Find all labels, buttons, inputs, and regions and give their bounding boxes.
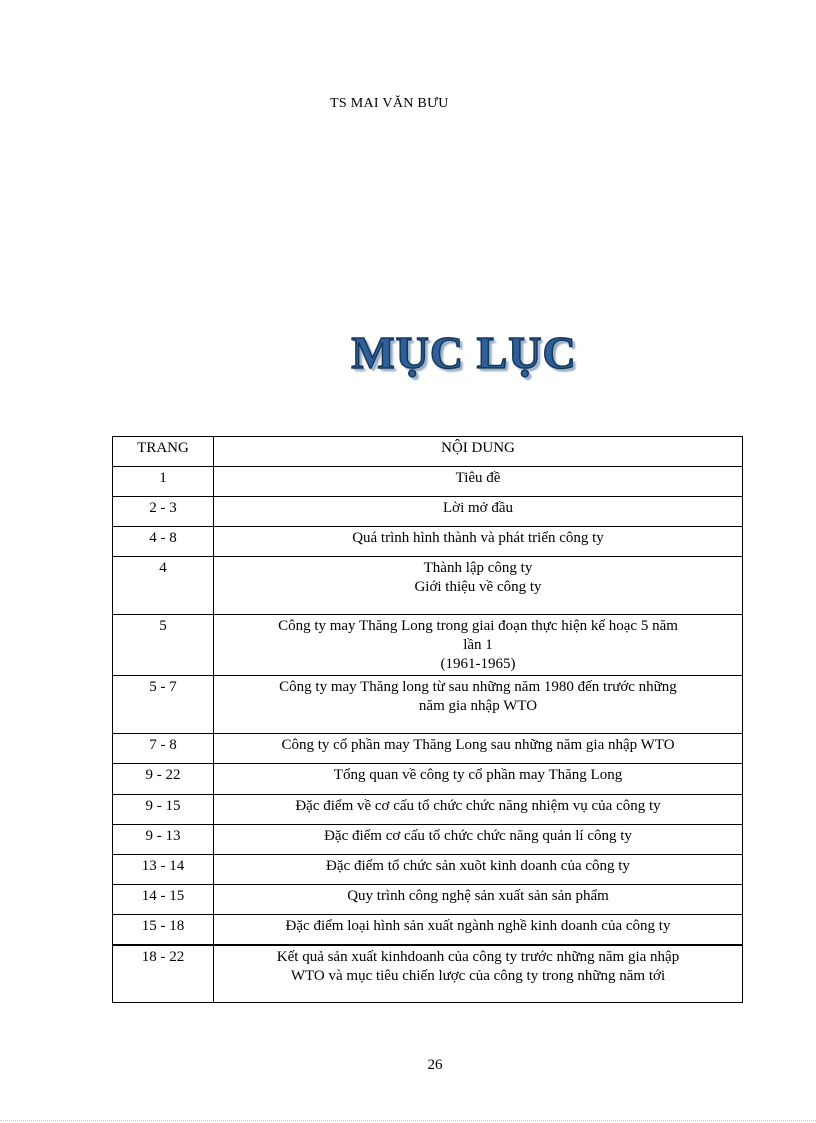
header-content: NỘI DUNG [214, 437, 743, 467]
table-row [113, 497, 743, 527]
header-page: TRANG [113, 437, 214, 467]
row-content [214, 527, 743, 557]
table-row [113, 915, 743, 945]
row-page: 5 [113, 615, 214, 676]
table-row [113, 467, 743, 497]
table-row [113, 855, 743, 885]
row-page: 14 - 15 [113, 885, 214, 915]
row-content [214, 497, 743, 527]
table-row [113, 615, 743, 676]
author-header: TS MAI VĂN BƯU [330, 96, 449, 111]
row-content [214, 885, 743, 915]
table-row [113, 795, 743, 825]
content-line: Đặc điểm tổ chức sản xuõt kinh doanh của công ty [326, 858, 630, 874]
table-of-contents [112, 436, 743, 1003]
row-content [214, 795, 743, 825]
table-row [113, 885, 743, 915]
row-content [214, 557, 743, 615]
row-page: 18 - 22 [113, 945, 214, 1003]
row-page: 4 [113, 557, 214, 615]
content-line: Thành lập công ty [423, 560, 533, 576]
page-number: 26 [427, 1057, 443, 1073]
row-content [214, 734, 743, 764]
row-page: 5 - 7 [113, 676, 214, 734]
content-line: Đặc điểm cơ cấu tổ chức chức năng quản lí công ty [324, 828, 632, 844]
table-row [113, 945, 743, 1003]
content-line: Công ty may Thăng long từ sau những năm 1980 đến trước những [279, 679, 677, 695]
content-line: năm gia nhập WTO [418, 698, 538, 714]
table-row [113, 734, 743, 764]
row-page: 9 - 15 [113, 795, 214, 825]
content-line: Lời mở đầu [442, 500, 514, 516]
table-row [113, 825, 743, 855]
content-line: Đặc điểm về cơ cấu tổ chức chức năng nhiệm vụ của công ty [295, 798, 661, 814]
row-page: 1 [113, 467, 214, 497]
row-page: 7 - 8 [113, 734, 214, 764]
table-row [113, 527, 743, 557]
row-content [214, 615, 743, 676]
row-content [214, 676, 743, 734]
content-line: WTO và mục tiêu chiến lược của công ty trong những năm tới [290, 967, 666, 984]
content-line: Tiêu đề [455, 470, 501, 486]
content-line: Quy trình công nghệ sản xuất sản sản phẩm [347, 888, 609, 904]
row-content [214, 467, 743, 497]
row-content [214, 764, 743, 795]
page-title: MỤC LỤC [351, 327, 577, 378]
content-line: Giới thiệu về công ty [414, 579, 542, 595]
row-page: 9 - 22 [113, 764, 214, 795]
row-content [214, 915, 743, 945]
row-page: 2 - 3 [113, 497, 214, 527]
content-line: Đặc điểm loại hình sản xuất ngành nghề kinh doanh của công ty [285, 918, 671, 934]
row-page: 9 - 13 [113, 825, 214, 855]
table-row [113, 557, 743, 615]
content-line: Quá trình hình thành và phát triển công ty [352, 530, 604, 546]
row-page: 4 - 8 [113, 527, 214, 557]
table-row [113, 764, 743, 795]
table-row [113, 676, 743, 734]
row-content [214, 945, 743, 1003]
row-page: 13 - 14 [113, 855, 214, 885]
row-content [214, 855, 743, 885]
content-line: Công ty cổ phần may Thăng Long sau những năm gia nhập WTO [281, 737, 675, 753]
content-line: lần 1 [463, 637, 493, 653]
page-bottom-divider [0, 1120, 816, 1121]
content-line: (1961-1965) [440, 656, 516, 672]
table-header-row [113, 437, 743, 467]
content-line: Công ty may Thăng Long trong giai đoạn thực hiện kế hoạc 5 năm [278, 618, 678, 634]
row-page: 15 - 18 [113, 915, 214, 945]
content-line: Kết quả sản xuất kinhdoanh của công ty trước những năm gia nhập [276, 948, 680, 965]
content-line: Tổng quan về công ty cổ phần may Thăng Long [333, 767, 623, 783]
row-content [214, 825, 743, 855]
